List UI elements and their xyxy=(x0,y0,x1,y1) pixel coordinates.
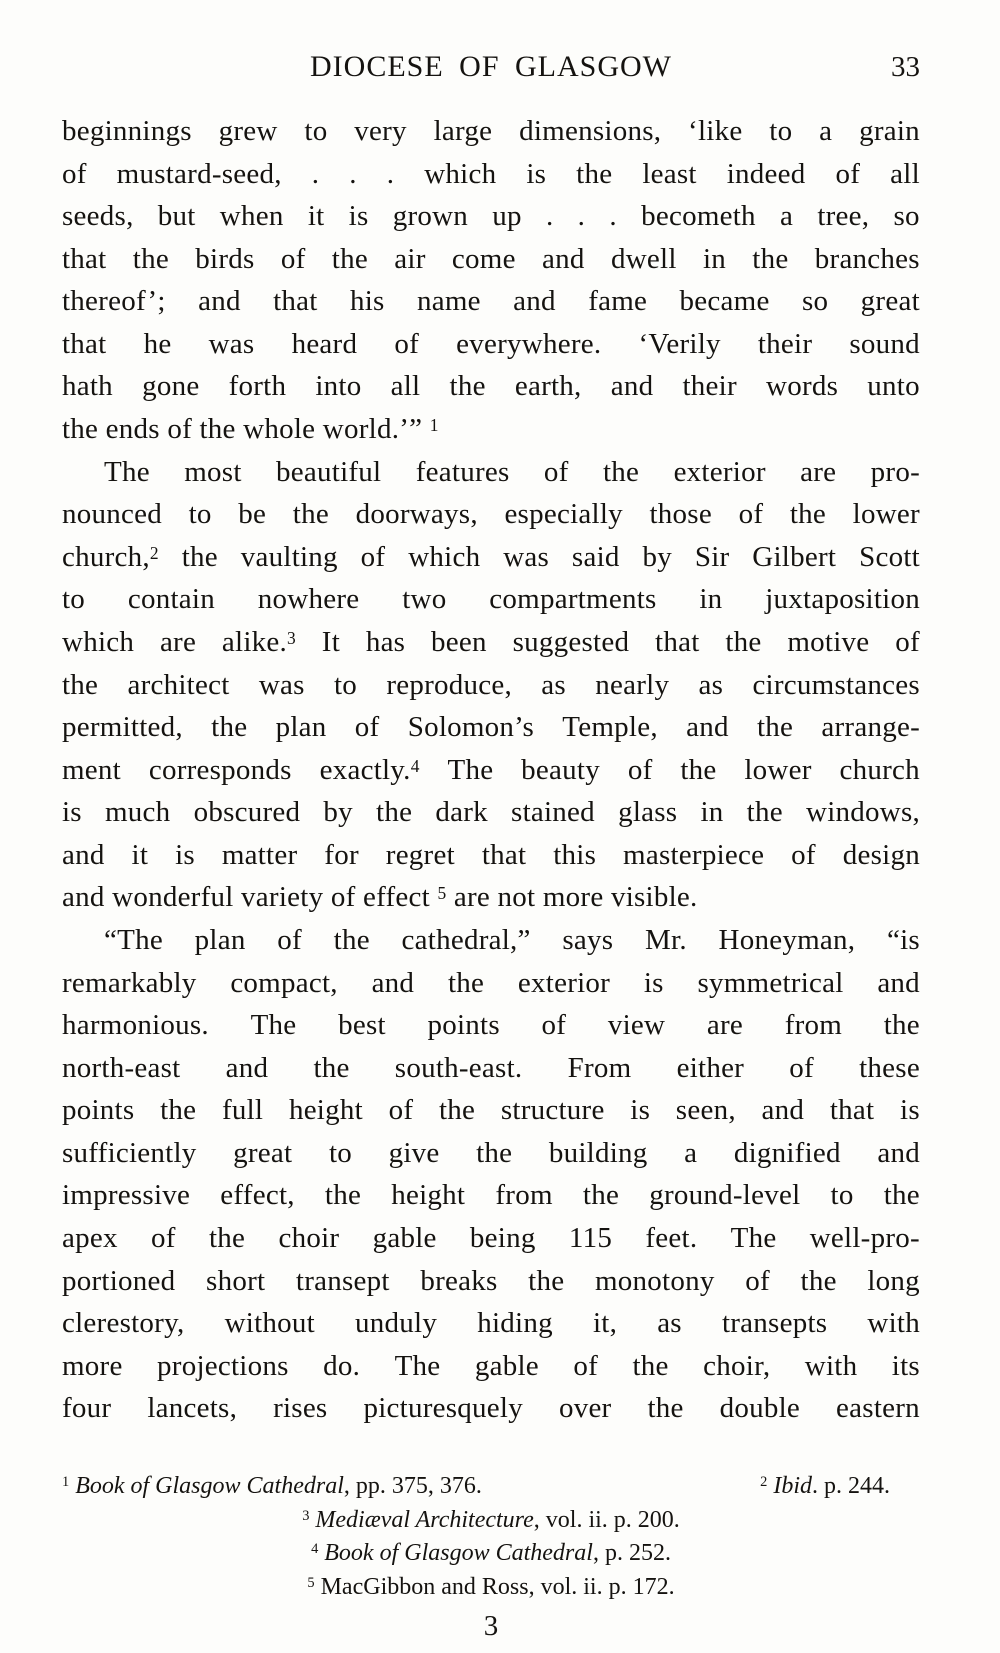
text-line: and it is matter for regret that this masterpiece of design xyxy=(62,838,920,871)
text-line: church,$^2$ the vaulting of which was said by Sir Gilbert Scott xyxy=(62,540,920,573)
text-line: thereof’; and that his name and fame became so great xyxy=(62,285,920,318)
text-line: the architect was to reproduce, as nearly as circumstances xyxy=(62,668,920,701)
text-line: four lancets, rises picturesquely over the double eastern xyxy=(62,1392,920,1425)
body-text xyxy=(62,110,920,1430)
text-line: which are alike.$^3$ It has been suggested that the motive of xyxy=(62,625,920,658)
footnotes xyxy=(62,1470,920,1604)
text-line: nounced to be the doorways, especially those of the lower xyxy=(62,498,920,531)
footnote-line: $^4$ Book of Glasgow Cathedral, p. 252. xyxy=(311,1540,671,1566)
text-line: apex of the choir gable being 115 feet. The well-pro- xyxy=(62,1222,920,1255)
text-line: beginnings grew to very large dimensions, ‘like to a grain xyxy=(62,115,920,147)
text-line: The most beautiful features of the exterior are pro- xyxy=(104,455,920,488)
text-line: sufficiently great to give the building a dignified and xyxy=(62,1136,920,1169)
text-line: points the full height of the structure is seen, and that is xyxy=(62,1094,920,1127)
text-line: of mustard-seed, . . . which is the least indeed of all xyxy=(62,157,920,190)
footnote-line: $^5$ MacGibbon and Ross, vol. ii. p. 172. xyxy=(307,1573,675,1600)
signature-mark: 3 xyxy=(483,1610,499,1642)
text-line: harmonious. The best points of view are from the xyxy=(62,1009,920,1042)
text-line: that he was heard of everywhere. ‘Verily their sound xyxy=(62,327,920,360)
text-line: permitted, the plan of Solomon’s Temple, and the arrange- xyxy=(62,711,920,744)
text-line: is much obscured by the dark stained glass in the windows, xyxy=(62,796,920,829)
text-line: more projections do. The gable of the choir, with its xyxy=(62,1349,920,1382)
text-line: “The plan of the cathedral,” says Mr. Honeyman, “is xyxy=(104,923,920,956)
text-line: impressive effect, the height from the ground-level to the xyxy=(62,1179,920,1212)
text-line: clerestory, without unduly hiding it, as transepts with xyxy=(62,1307,920,1340)
footnote-line: $^1$ Book of Glasgow Cathedral, pp. 375, 376. $^2$ Ibid. p. 244. xyxy=(62,1473,890,1499)
page-title: DIOCESE OF GLASGOW xyxy=(310,50,672,83)
text-line: seeds, but when it is grown up . . . becometh a tree, so xyxy=(62,200,920,233)
page-header xyxy=(62,46,920,88)
text-line: remarkably compact, and the exterior is symmetrical and xyxy=(62,966,920,999)
text-line: that the birds of the air come and dwell in the branches xyxy=(62,242,920,275)
text-line: and wonderful variety of effect $^5$ are not more visible. xyxy=(62,881,698,914)
text-line: to contain nowhere two compartments in juxtaposition xyxy=(62,583,920,616)
text-line: the ends of the whole world.’” $^1$ xyxy=(62,413,439,446)
text-line: north-east and the south-east. From either of these xyxy=(62,1051,920,1084)
text-line: portioned short transept breaks the monotony of the long xyxy=(62,1264,920,1297)
footnote-line: $^3$ Mediæval Architecture, vol. ii. p. 200. xyxy=(302,1506,680,1533)
text-line: ment corresponds exactly.$^4$ The beauty of the lower church xyxy=(62,753,920,786)
page-number: 33 xyxy=(891,51,920,83)
text-line: hath gone forth into all the earth, and their words unto xyxy=(62,370,920,403)
